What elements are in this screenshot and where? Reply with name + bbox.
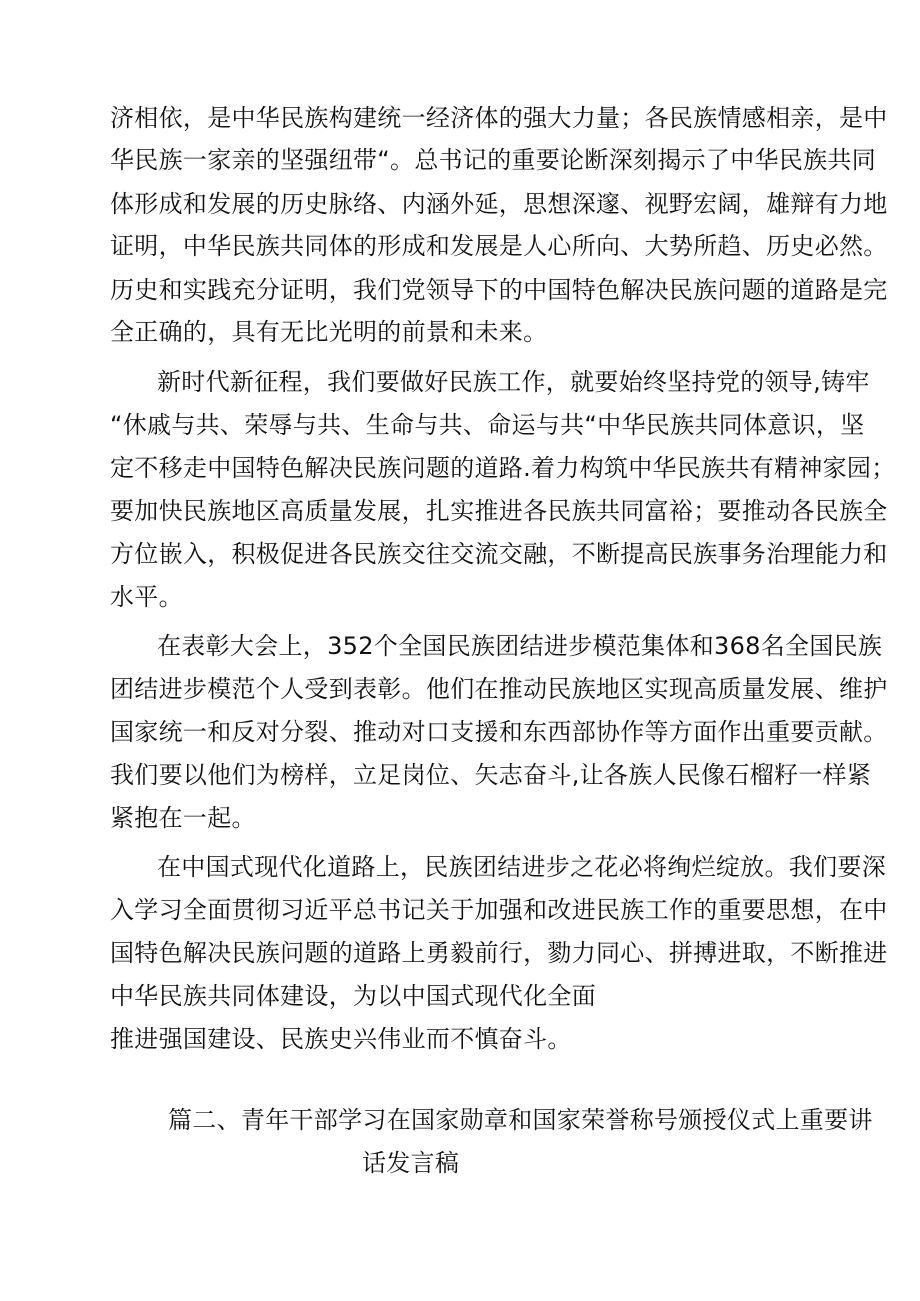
paragraph-line: 体形成和发展的历史脉络、内涵外延，思想深邃、视野宏阔，雄辩有力地 (110, 190, 888, 218)
section-heading-line-2: 话发言稿 (362, 1149, 460, 1177)
paragraph-line: 要加快民族地区高质量发展，扎实推进各民族共同富裕；要推动各民族全 (110, 497, 888, 525)
paragraph-line: 在中国式现代化道路上，民族团结进步之花必将绚烂绽放。我们要深 (157, 853, 886, 881)
paragraph-line: 方位嵌入，积极促进各民族交往交流交融，不断提高民族事务治理能力和 (110, 540, 888, 568)
paragraph-line: 全正确的，具有无比光明的前景和未来。 (110, 318, 548, 346)
paragraph-line: 新时代新征程，我们要做好民族工作，就要始终坚持党的领导,铸牢 (157, 368, 870, 396)
paragraph-line: “休戚与共、荣辱与共、生命与共、命运与共“中华民族共同体意识，坚 (110, 411, 865, 439)
paragraph-line: 定不移走中国特色解决民族问题的道路.着力构筑中华民族共有精神家园； (110, 454, 896, 482)
paragraph-line: 紧抱在一起。 (110, 804, 256, 832)
paragraph-line: 国特色解决民族问题的道路上勇毅前行，勠力同心、拼搏进取，不断推进 (110, 939, 888, 967)
paragraph-line: 济相依，是中华民族构建统一经济体的强大力量；各民族情感相亲，是中 (110, 104, 888, 132)
section-heading-line-1: 篇二、青年干部学习在国家勋章和国家荣誉称号颁授仪式上重要讲 (168, 1106, 873, 1134)
paragraph-line: 水平。 (110, 583, 183, 611)
paragraph-line: 历史和实践充分证明，我们党领导下的中国特色解决民族问题的道路是完 (110, 276, 888, 304)
paragraph-line: 团结进步模范个人受到表彰。他们在推动民族地区实现高质量发展、维护 (110, 675, 888, 703)
paragraph-line: 推进强国建设、民族史兴伟业而不慎奋斗。 (110, 1025, 572, 1053)
paragraph-line: 华民族一家亲的坚强纽带“。总书记的重要论断深刻揭示了中华民族共同 (110, 146, 877, 174)
paragraph-line: 我们要以他们为榜样，立足岗位、矢志奋斗,让各族人民像石榴籽一样紧 (110, 761, 872, 789)
paragraph-line: 中华民族共同体建设，为以中国式现代化全面 (110, 982, 596, 1010)
paragraph-line: 入学习全面贯彻习近平总书记关于加强和改进民族工作的重要思想，在中 (110, 896, 888, 924)
paragraph-line: 证明，中华民族共同体的形成和发展是人心所向、大势所趋、历史必然。 (110, 232, 888, 260)
paragraph-line: 国家统一和反对分裂、推动对口支援和东西部协作等方面作出重要贡献。 (110, 718, 888, 746)
paragraph-line: 在表彰大会上，352个全国民族团结进步模范集体和368名全国民族 (157, 632, 883, 660)
